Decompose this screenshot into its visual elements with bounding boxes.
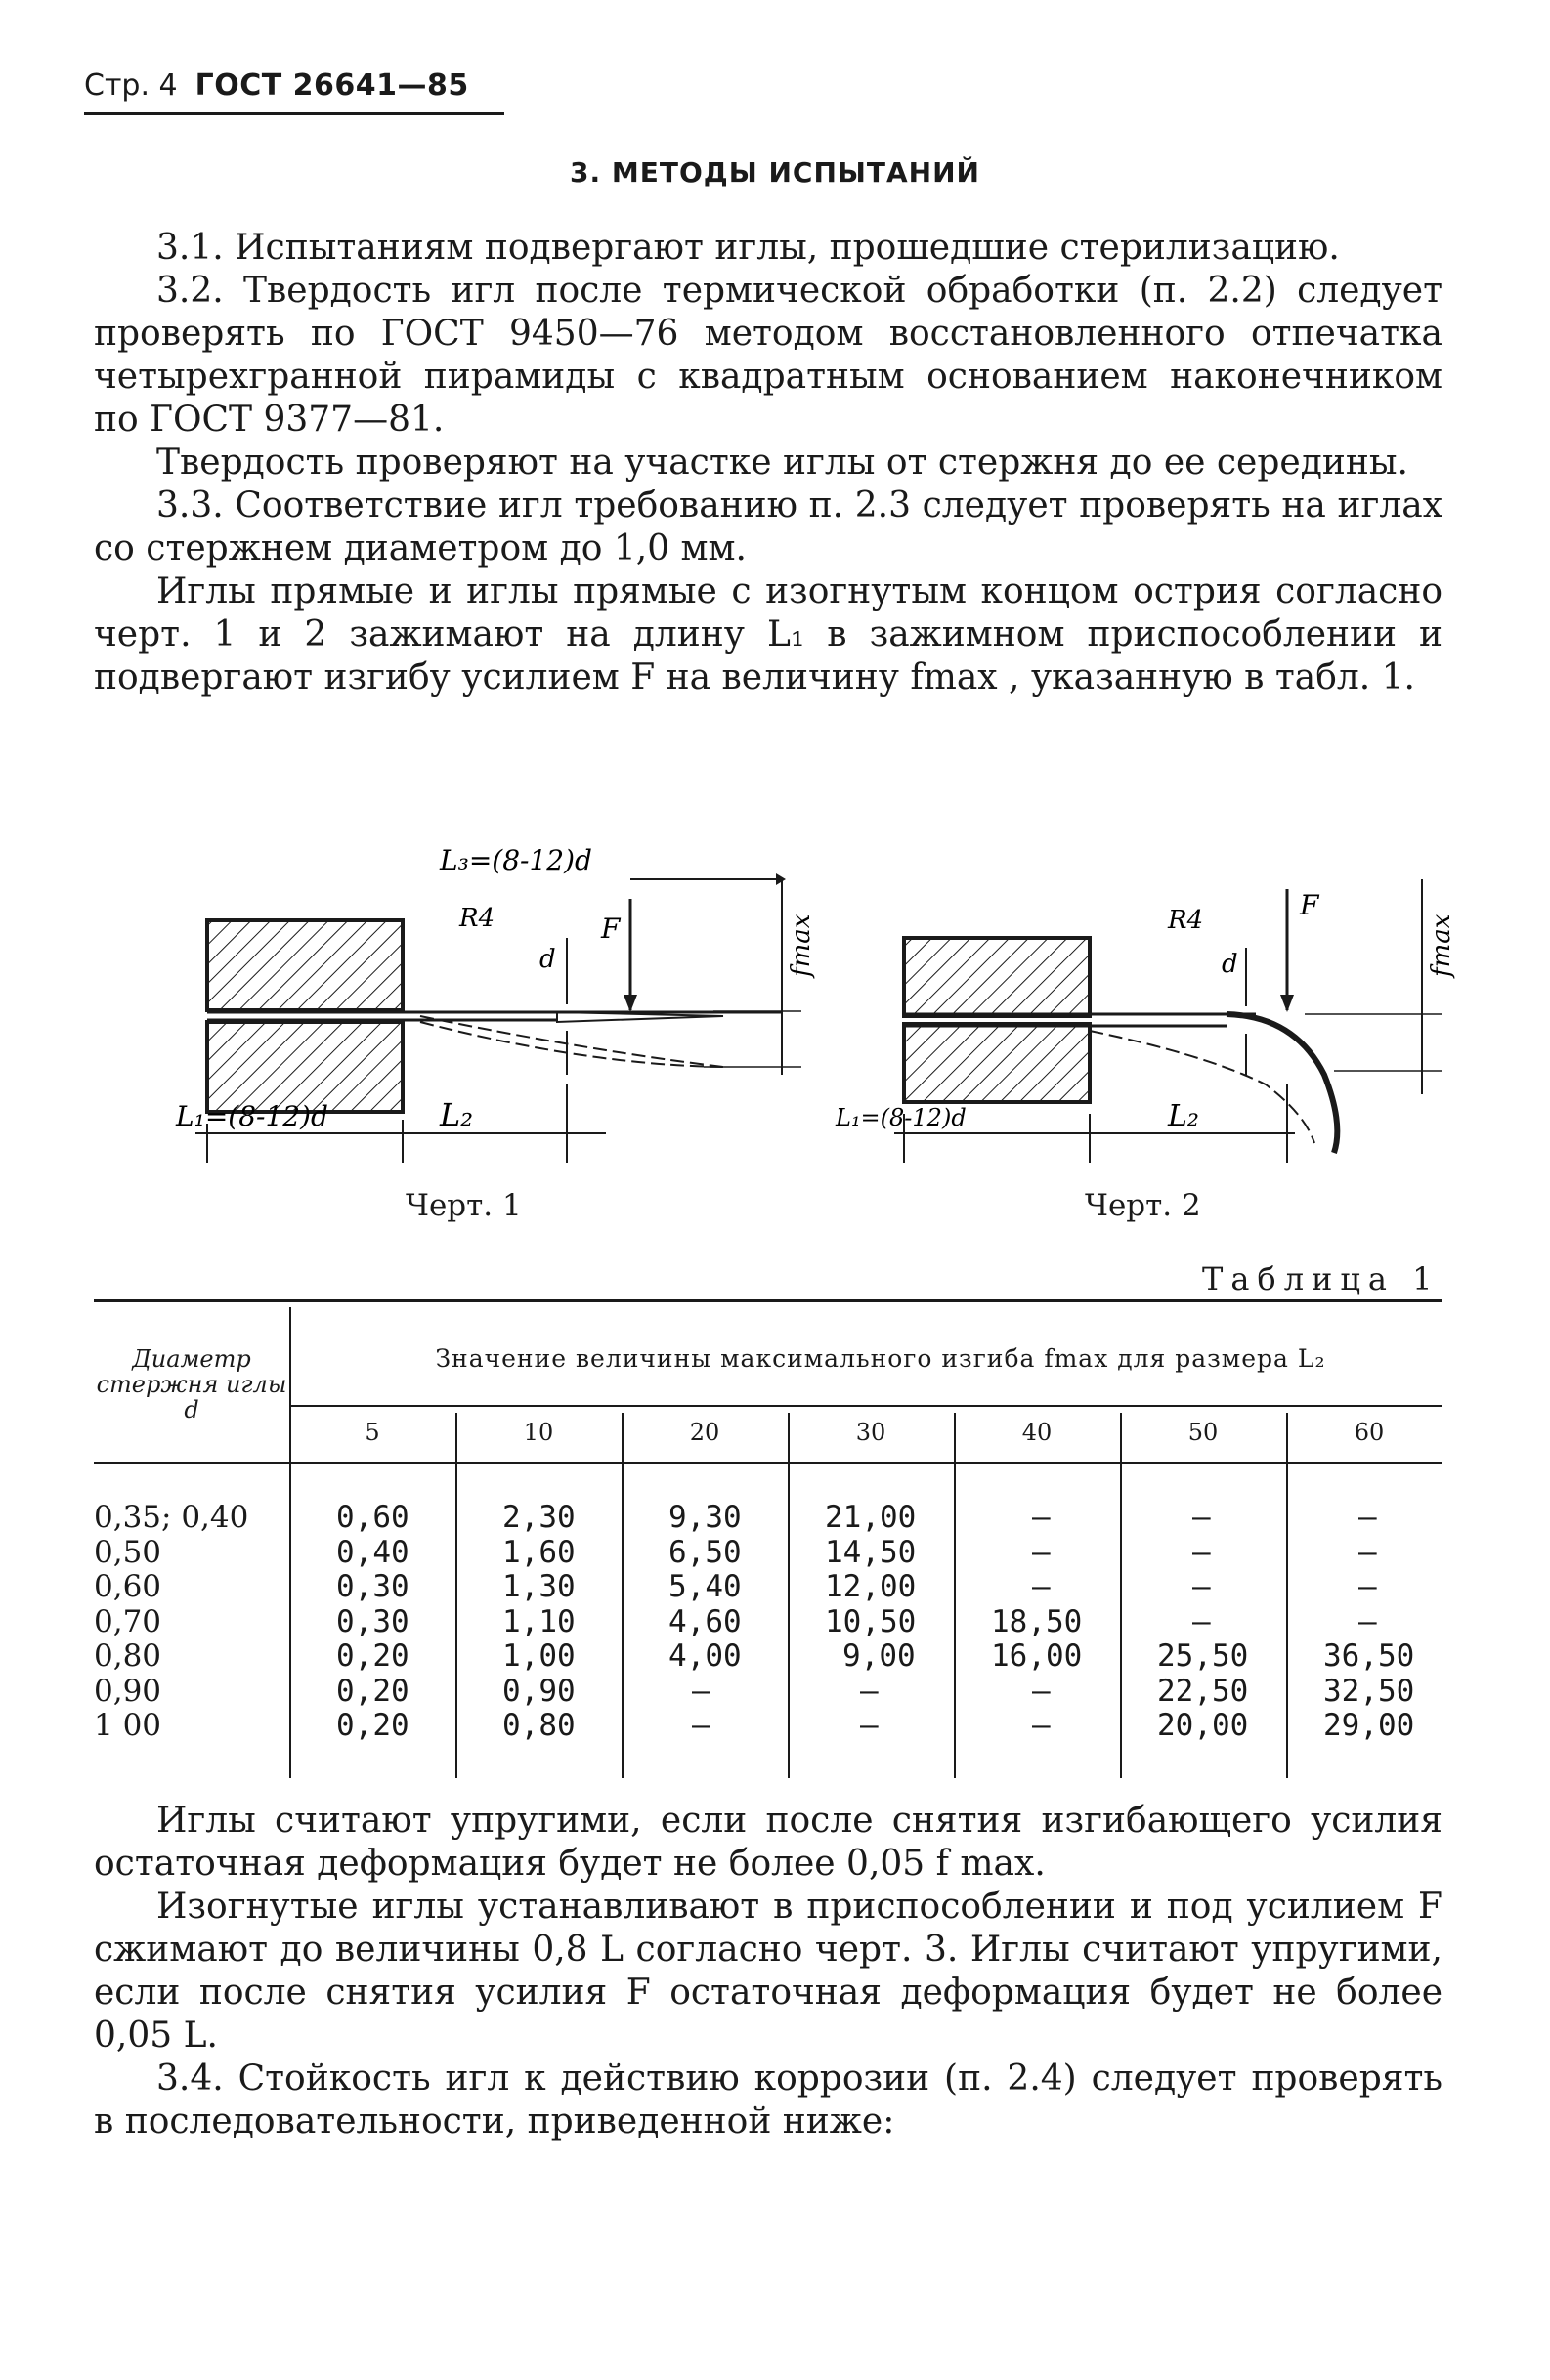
table-cell: 0,50: [94, 1534, 162, 1570]
column-60: [1323, 1501, 1414, 1744]
table-cell: 1,30: [502, 1569, 576, 1604]
body-text-top: [94, 227, 1442, 700]
diameter-header: Диаметр стержня иглы d: [96, 1345, 287, 1424]
table-cell: 36,50: [1323, 1638, 1415, 1674]
table-cell: 0,80: [502, 1708, 576, 1743]
table-cell: —: [860, 1708, 879, 1743]
figure-2-caption: Черт. 2: [1085, 1188, 1201, 1223]
column-50: [1157, 1501, 1248, 1744]
table-cell: —: [1358, 1500, 1377, 1535]
l2-size-50: 50: [1187, 1419, 1219, 1446]
table-cell: —: [1358, 1603, 1377, 1639]
section-title: 3. МЕТОДЫ ИСПЫТАНИЙ: [570, 156, 980, 189]
table-cell: 25,50: [1157, 1638, 1249, 1674]
table-1: [94, 1297, 1442, 1791]
clamp-lower: [904, 1024, 1090, 1102]
column-5: [336, 1501, 409, 1744]
paragraph-elastic: Иглы считают упругими, если после снятия изгибающего усилия остаточная деформация будет не более 0,05 f max.: [94, 1801, 1442, 1884]
table-cell: 0,80: [94, 1638, 162, 1674]
table-cell: 2,30: [502, 1500, 576, 1535]
fig1-l1-label: L₁=(8-12)d: [176, 1100, 328, 1132]
paragraph-3-2: 3.2. Твердость игл после термической обработки (п. 2.2) следует проверять по ГОСТ 9450—76 методом восстановленного отпечатка четырехгранной пирамиды с квадратным основанием наконечником по ГОСТ 9377—81.: [94, 271, 1442, 440]
fig2-f-label: F: [1300, 889, 1319, 921]
paragraph-curved: Изогнутые иглы устанавливают в приспособлении и под усилием F сжимают до величины 0,8 L согласно черт. 3. Иглы считают упругими, если после снятия усилия F остаточная деформация будет не более 0,05 L.: [94, 1887, 1442, 2056]
table-cell: 1,00: [502, 1638, 576, 1674]
fmax-header: Значение величины максимального изгиба fmax для размера L₂: [435, 1344, 1326, 1373]
fig1-r-label: R4: [459, 904, 495, 933]
paragraph-bend: Иглы прямые и иглы прямые с изогнутым концом острия согласно черт. 1 и 2 зажимают на длину L₁ в зажимном приспособлении и подвергают изгибу усилием F на величину fmax , указанную в табл. 1.: [94, 572, 1442, 698]
fig1-f-label: F: [601, 913, 621, 945]
table-cell: 6,50: [668, 1534, 742, 1570]
l2-size-60: 60: [1354, 1419, 1385, 1446]
fig1-d-label: d: [539, 945, 556, 974]
table-cell: 32,50: [1323, 1673, 1415, 1709]
table-cell: —: [1032, 1569, 1051, 1604]
figure-2-drawing: [836, 840, 1461, 1172]
fig2-l1-label: L₁=(8-12)d: [836, 1104, 967, 1131]
standard-code: ГОСТ 26641—85: [194, 68, 469, 103]
column-30: [825, 1501, 916, 1744]
page-number: Стр. 4: [84, 68, 178, 103]
table-cell: —: [1032, 1708, 1051, 1743]
figure-1-caption: Черт. 1: [406, 1188, 522, 1223]
l2-size-40: 40: [1021, 1419, 1053, 1446]
table-cell: 10,50: [825, 1603, 917, 1639]
fig1-l2-label: L₂: [440, 1096, 474, 1133]
table-cell: —: [1032, 1534, 1051, 1570]
paragraph-3-4: 3.4. Стойкость игл к действию коррозии (п. 2.4) следует проверять в последовательности, приведенной ниже:: [94, 2059, 1442, 2142]
table-cell: 0,35; 0,40: [94, 1500, 249, 1535]
l2-size-5: 5: [365, 1419, 380, 1446]
body-text-bottom: [94, 1800, 1442, 2144]
table-cell: 0,20: [336, 1638, 409, 1674]
table-cell: —: [1032, 1500, 1051, 1535]
table-cell: 16,00: [991, 1638, 1083, 1674]
table-cell: 1,10: [502, 1603, 576, 1639]
figure-1-drawing: [176, 840, 821, 1172]
l2-size-10: 10: [523, 1419, 554, 1446]
figure-2: [836, 840, 1461, 1223]
paragraph-hardness: Твердость проверяют на участке иглы от стержня до ее середины.: [156, 443, 1408, 483]
table-cell: 0,20: [336, 1708, 409, 1743]
table-cell: 14,50: [825, 1534, 917, 1570]
header-rule: [84, 112, 504, 115]
l2-size-30: 30: [855, 1419, 886, 1446]
fig2-fmax-label: fmax: [1427, 914, 1456, 977]
clamp-lower: [207, 1022, 403, 1112]
table-cell: —: [1192, 1569, 1211, 1604]
fig2-l2-label: L₂: [1168, 1099, 1199, 1133]
fig2-r-label: R4: [1168, 906, 1204, 935]
table-cell: 0,90: [502, 1673, 576, 1709]
table-cell: 1 00: [94, 1708, 162, 1743]
table-cell: 1,60: [502, 1534, 576, 1570]
page-header: [84, 68, 504, 115]
table-cell: 21,00: [825, 1500, 917, 1535]
table-cell: —: [692, 1673, 710, 1709]
table-cell: 0,90: [94, 1673, 162, 1709]
table-cell: 0,60: [336, 1500, 409, 1535]
paragraph-3-1: 3.1. Испытаниям подвергают иглы, прошедшие стерилизацию.: [156, 228, 1340, 268]
table-cell: 22,50: [1157, 1673, 1249, 1709]
table-cell: 0,30: [336, 1603, 409, 1639]
table-cell: 5,40: [668, 1569, 742, 1604]
table-cell: 12,00: [825, 1569, 917, 1604]
column-20: [668, 1501, 742, 1744]
table-cell: —: [1192, 1603, 1211, 1639]
table-cell: 4,00: [668, 1638, 742, 1674]
table-cell: 4,60: [668, 1603, 742, 1639]
fig2-d-label: d: [1222, 950, 1238, 979]
table-cell: 0,60: [94, 1569, 162, 1604]
table-cell: 0,70: [94, 1603, 162, 1639]
table-cell: —: [1358, 1569, 1377, 1604]
table-cell: 0,30: [336, 1569, 409, 1604]
table-cell: —: [860, 1673, 879, 1709]
table-cell: 29,00: [1323, 1708, 1415, 1743]
fig1-fmax-label: fmax: [787, 914, 816, 977]
l2-size-20: 20: [689, 1419, 720, 1446]
table-cell: 9,30: [668, 1500, 742, 1535]
table-cell: 0,40: [336, 1534, 409, 1570]
table-cell: —: [1192, 1500, 1211, 1535]
table-cell: 18,50: [991, 1603, 1083, 1639]
table-cell: —: [1192, 1534, 1211, 1570]
table-cell: 9,00: [842, 1638, 916, 1674]
table-title: Таблица 1: [1202, 1260, 1441, 1297]
column-40: [991, 1501, 1082, 1744]
clamp-upper: [207, 920, 403, 1010]
clamp-upper: [904, 938, 1090, 1016]
diameter-column: [94, 1501, 248, 1744]
table-cell: 0,20: [336, 1673, 409, 1709]
paragraph-3-3: 3.3. Соответствие игл требованию п. 2.3 следует проверять на иглах со стержнем диаметром до 1,0 мм.: [94, 486, 1442, 569]
table-cell: —: [1358, 1534, 1377, 1570]
table-cell: —: [1032, 1673, 1051, 1709]
table-cell: 20,00: [1157, 1708, 1249, 1743]
column-10: [502, 1501, 576, 1744]
figure-1: [176, 840, 821, 1223]
fig1-l3-label: L₃=(8-12)d: [440, 844, 592, 876]
table-cell: —: [692, 1708, 710, 1743]
